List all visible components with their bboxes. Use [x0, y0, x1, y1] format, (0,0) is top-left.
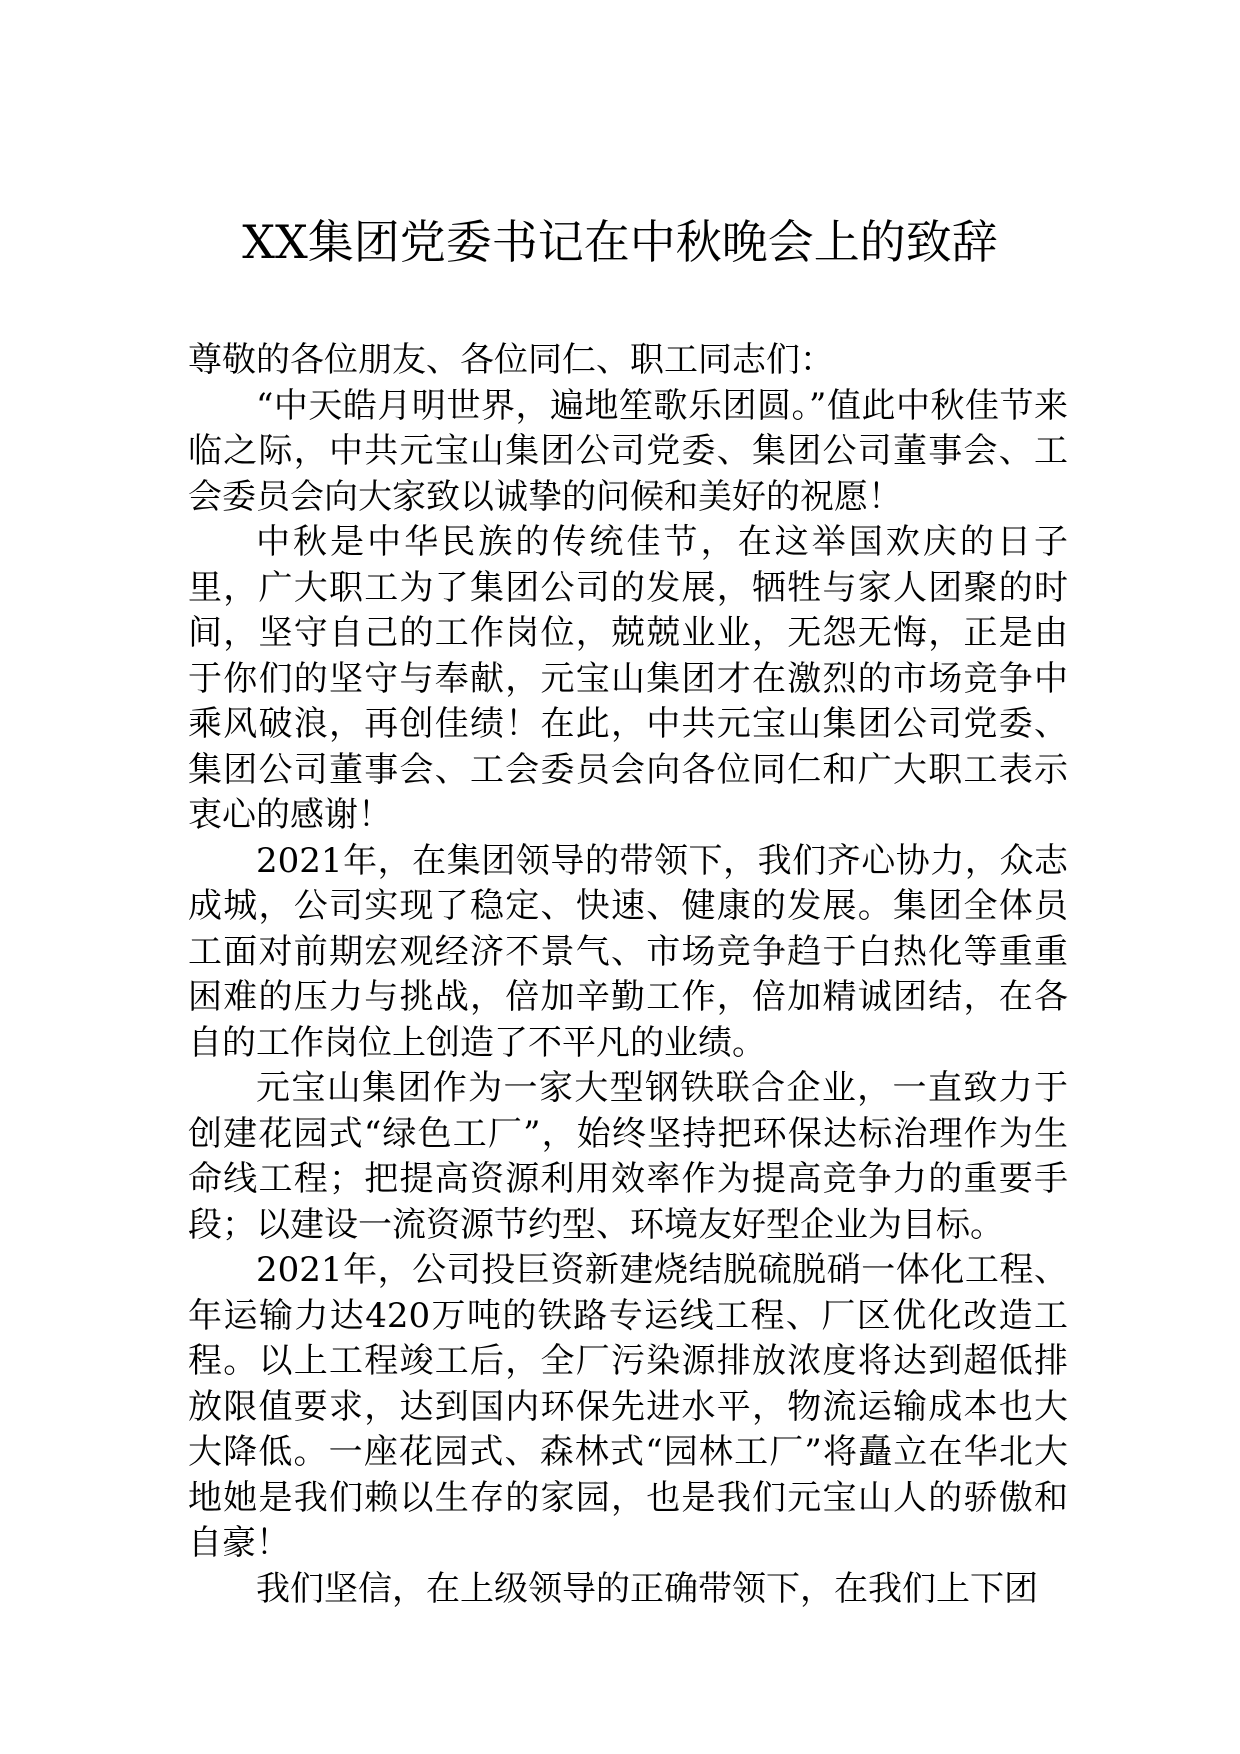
paragraph-3: 2021年，在集团领导的带领下，我们齐心协力，众志成城，公司实现了稳定、快速、健康的发展。集团全体员工面对前期宏观经济不景气、市场竞争趋于白热化等重重困难的压力与挑战，倍加辛勤工作，倍加精诚团结，在各自的工作岗位上创造了不平凡的业绩。 — [188, 840, 1068, 1063]
paragraph-6: 我们坚信，在上级领导的正确带领下，在我们上下团 — [256, 1568, 1038, 1609]
document-title: XX集团党委书记在中秋晚会上的致辞 — [242, 215, 998, 269]
paragraph-4: 元宝山集团作为一家大型钢铁联合企业，一直致力于创建花园式“绿色工厂”，始终坚持把环保达标治理作为生命线工程；把提高资源利用效率作为提高竞争力的重要手段；以建设一流资源节约型、环境友好型企业为目标。 — [188, 1068, 1068, 1245]
paragraph-5: 2021年，公司投巨资新建烧结脱硫脱硝一体化工程、年运输力达420万吨的铁路专运线工程、厂区优化改造工程。以上工程竣工后，全厂污染源排放浓度将达到超低排放限值要求，达到国内环保先进水平，物流运输成本也大大降低。一座花园式、森林式“园林工厂”将矗立在华北大地她是我们赖以生存的家园，也是我们元宝山人的骄傲和自豪！ — [188, 1250, 1068, 1563]
paragraph-1: “中天皓月明世界，遍地笙歌乐团圆。”值此中秋佳节来临之际，中共元宝山集团公司党委、集团公司董事会、工会委员会向大家致以诚挚的问候和美好的祝愿！ — [188, 385, 1068, 517]
salutation: 尊敬的各位朋友、各位同仁、职工同志们： — [188, 340, 834, 380]
document-body — [188, 338, 1068, 1612]
paragraph-2: 中秋是中华民族的传统佳节，在这举国欢庆的日子里，广大职工为了集团公司的发展，牺牲与家人团聚的时间，坚守自己的工作岗位，兢兢业业，无怨无悔，正是由于你们的坚守与奉献，元宝山集团才在激烈的市场竞争中乘风破浪，再创佳绩！在此，中共元宝山集团公司党委、集团公司董事会、工会委员会向各位同仁和广大职工表示衷心的感谢！ — [188, 522, 1068, 835]
